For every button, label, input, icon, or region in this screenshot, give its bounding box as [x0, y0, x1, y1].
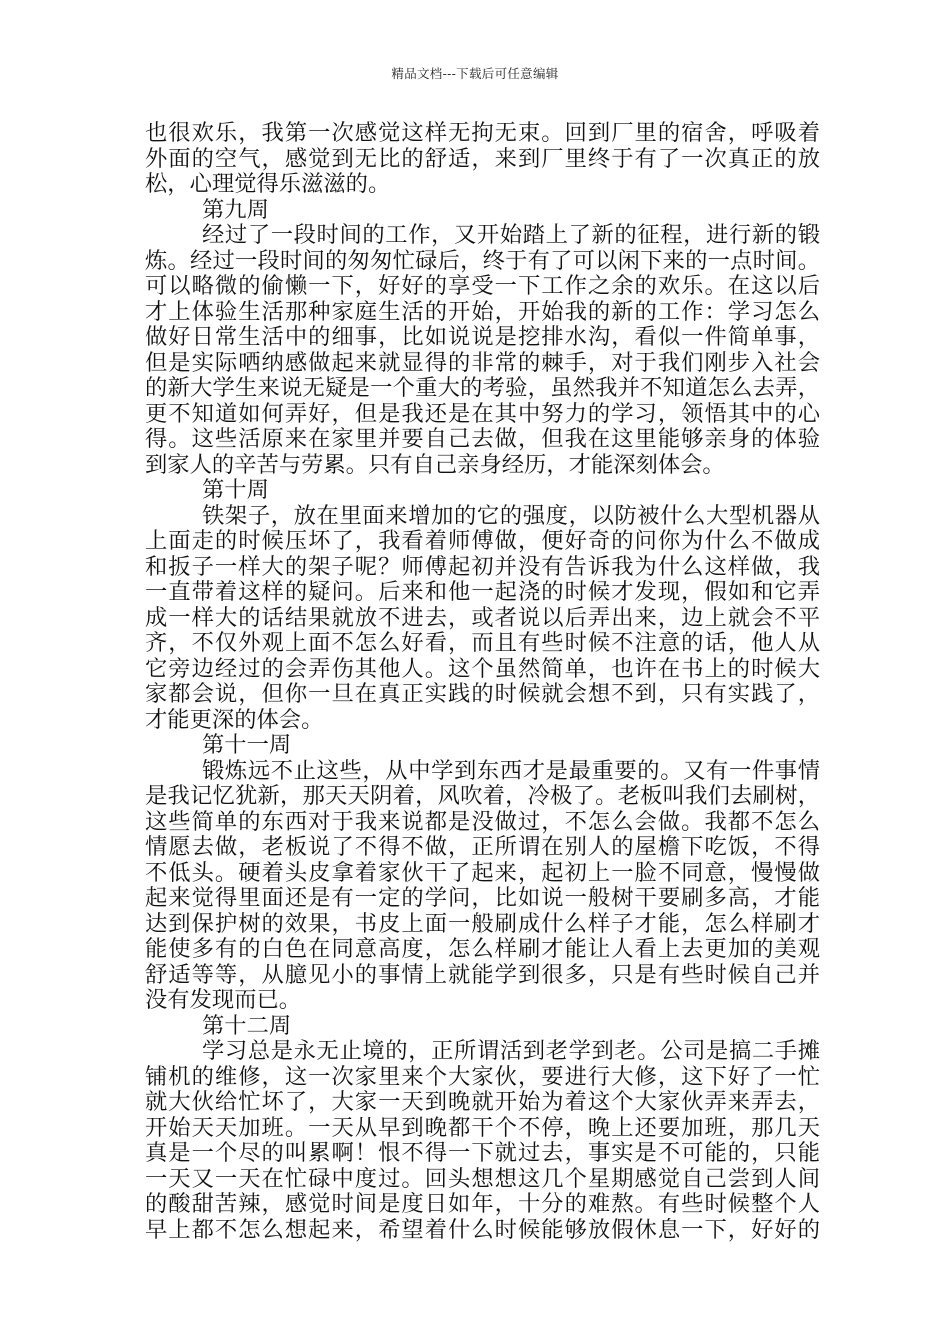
text-line: 早上都不怎么想起来，希望着什么时候能够放假休息一下，好好的 [145, 1216, 820, 1243]
text-line: 可以略微的偷懒一下，好好的享受一下工作之余的欢乐。在这以后 [145, 273, 820, 299]
text-line: 真是一个尽的叫累啊！恨不得一下就过去，事实是不可能的，只能 [145, 1140, 820, 1166]
text-line: 学习总是永无止境的，正所谓活到老学到老。公司是搞二手摊 [202, 1038, 820, 1064]
text-line: 开始天天加班。一天从早到晚都干个不停，晚上还要加班，那几天 [145, 1114, 820, 1141]
text-line: 但是实际哂纳感做起来就显得的非常的棘手，对于我们刚步入社会 [145, 349, 820, 376]
text-line: 做好日常生活中的细事，比如说说是挖排水沟，看似一件简单事， [145, 324, 820, 350]
text-line: 得。这些活原来在家里并要自己去做，但我在这里能够亲身的体验 [145, 426, 820, 452]
text-line: 才上体验生活那种家庭生活的开始，开始我的新的工作：学习怎么 [145, 298, 820, 325]
document-body [145, 121, 820, 1243]
text-line: 起来觉得里面还是有一定的学问，比如说一般树干要刷多高，才能 [145, 885, 820, 911]
text-line: 上面走的时候压坏了，我看着师傅做，便好奇的问你为什么不做成 [145, 528, 820, 554]
text-line: 铺机的维修，这一次家里来个大家伙，要进行大修，这下好了一忙 [145, 1063, 820, 1090]
section-heading: 第十二周 [202, 1012, 292, 1039]
section-heading: 第十周 [202, 477, 269, 503]
text-line: 经过了一段时间的工作，又开始踏上了新的征程，进行新的锻 [202, 222, 820, 248]
text-line: 外面的空气，感觉到无比的舒适，来到厂里终于有了一次真正的放 [145, 145, 820, 172]
text-line: 家都会说，但你一旦在真正实践的时候就会想不到，只有实践了， [145, 681, 820, 707]
text-line: 舒适等等，从臆见小的事情上就能学到很多，只是有些时候自己并 [145, 961, 820, 988]
page-header: 精品文档---下载后可任意编辑 [391, 66, 559, 81]
text-line: 一天又一天在忙碌中度过。回头想想这几个星期感觉自己尝到人间 [145, 1165, 820, 1192]
text-line: 一直带着这样的疑问。后来和他一起浇的时候才发现，假如和它弄 [145, 579, 820, 605]
text-line: 能使多有的白色在同意高度，怎么样刷才能让人看上去更加的美观 [145, 936, 820, 962]
text-line: 也很欢乐，我第一次感觉这样无拘无束。回到厂里的宿舍，呼吸着 [145, 120, 820, 146]
text-line: 不低头。硬着头皮拿着家伙干了起来，起初上一脸不同意，慢慢做 [145, 859, 820, 886]
text-line: 更不知道如何弄好，但是我还是在其中努力的学习，领悟其中的心 [145, 400, 820, 427]
text-line: 成一样大的话结果就放不进去，或者说以后弄出来，边上就会不平 [145, 604, 820, 631]
text-line: 松，心理觉得乐滋滋的。 [145, 171, 391, 197]
text-line: 是我记忆犹新，那天天阴着，风吹着，冷极了。老板叫我们去刷树， [145, 783, 820, 809]
text-line: 的新大学生来说无疑是一个重大的考验，虽然我并不知道怎么去弄， [145, 375, 820, 401]
text-line: 齐，不仅外观上面不怎么好看，而且有些时候不注意的话，他人从 [145, 630, 820, 656]
text-line: 和扳子一样大的架子呢？师傅起初并没有告诉我为什么这样做，我 [145, 553, 820, 580]
text-line: 没有发现而已。 [145, 987, 302, 1013]
text-line: 就大伙给忙坏了，大家一天到晚就开始为着这个大家伙弄来弄去， [145, 1089, 820, 1115]
section-heading: 第九周 [202, 196, 269, 223]
text-line: 到家人的辛苦与劳累。只有自己亲身经历，才能深刻体会。 [145, 451, 725, 478]
text-line: 铁架子，放在里面来增加的它的强度，以防被什么大型机器从 [202, 502, 820, 529]
text-line: 达到保护树的效果，书皮上面一般刷成什么样子才能，怎么样刷才 [145, 910, 820, 937]
text-line: 它旁边经过的会弄伤其他人。这个虽然简单，也许在书上的时候大 [145, 655, 820, 682]
text-line: 这些简单的东西对于我来说都是没做过，不怎么会做。我都不怎么 [145, 808, 820, 835]
text-line: 锻炼远不止这些，从中学到东西才是最重要的。又有一件事情 [202, 757, 820, 784]
text-line: 的酸甜苦辣，感觉时间是度日如年，十分的难熬。有些时候整个人 [145, 1191, 820, 1217]
text-line: 才能更深的体会。 [145, 706, 324, 733]
section-heading: 第十一周 [202, 732, 292, 758]
text-line: 炼。经过一段时间的匆匆忙碌后，终于有了可以闲下来的一点时间。 [145, 247, 820, 274]
text-line: 情愿去做，老板说了不得不做，正所谓在别人的屋檐下吃饭，不得 [145, 834, 820, 860]
